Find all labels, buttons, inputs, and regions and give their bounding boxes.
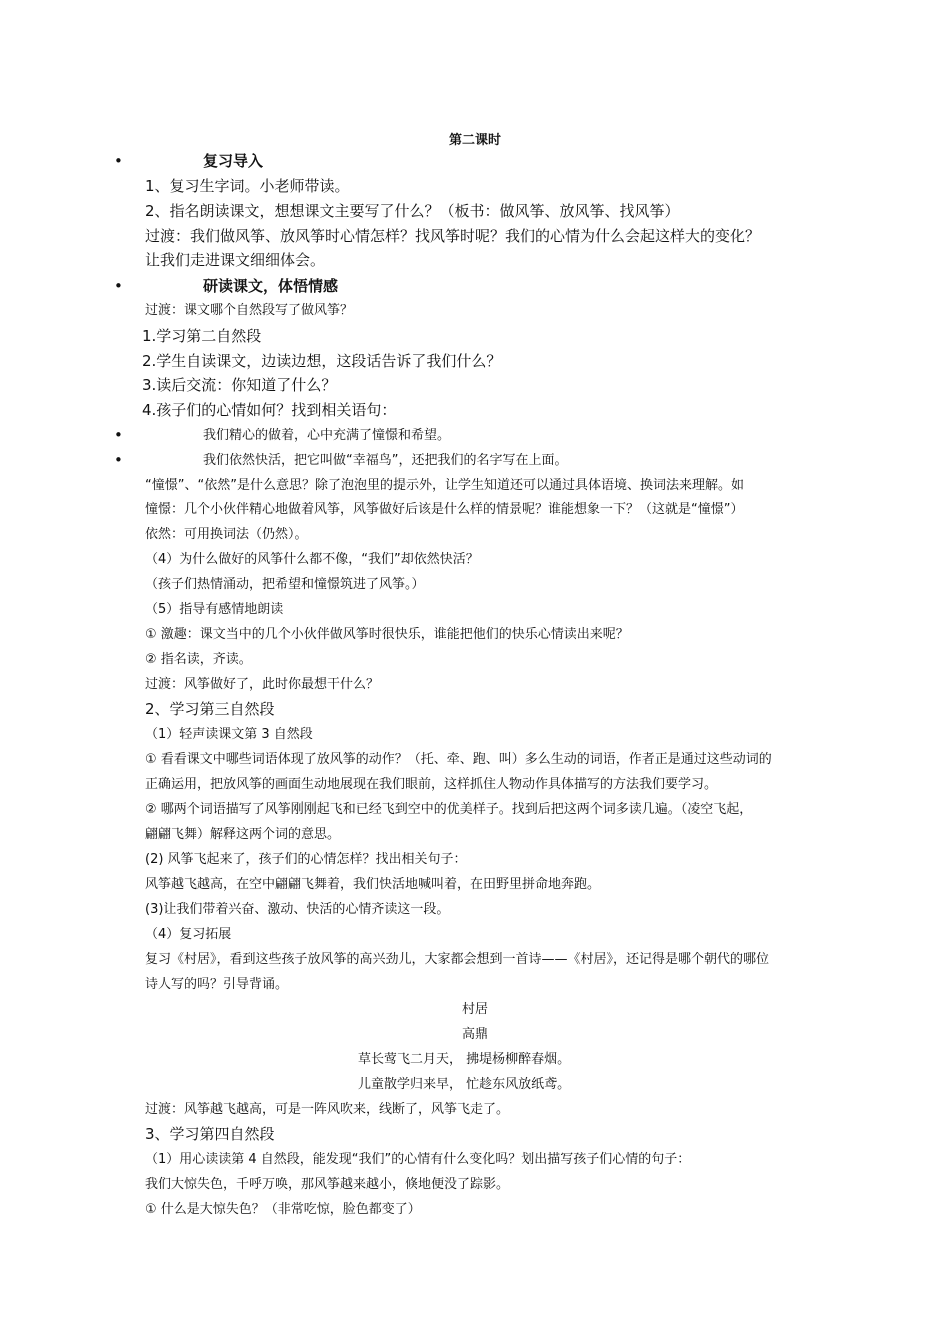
bullet-icon: • — [114, 152, 123, 170]
text-line: （4）为什么做好的风筝什么都不像，“我们”却依然快活？ — [145, 552, 479, 567]
text-line: ① 激趣：课文当中的几个小伙伴做风筝时很快乐，谁能把他们的快乐心情读出来呢？ — [145, 627, 629, 642]
text-line: 我们大惊失色，千呼万唤，那风筝越来越小，倏地便没了踪影。 — [145, 1177, 510, 1192]
text-line: 4.孩子们的心情如何？找到相关语句： — [142, 401, 397, 419]
text-line: (2) 风筝飞起来了，孩子们的心情怎样？找出相关句子： — [145, 852, 467, 867]
text-line: （孩子们热情涌动，把希望和憧憬筑进了风筝。） — [145, 577, 425, 592]
text-line: ① 看看课文中哪些词语体现了放风筝的动作？（托、牵、跑、叫）多么生动的词语，作者正是通过这些动词的 — [145, 752, 772, 767]
quote-line: 我们精心的做着，心中充满了憧憬和希望。 — [203, 428, 451, 443]
text-line: 过渡：我们做风筝、放风筝时心情怎样？找风筝时呢？我们的心情为什么会起这样大的变化？ — [145, 227, 761, 245]
text-line: （1）轻声读课文第 3 自然段 — [145, 727, 313, 742]
text-line: (3)让我们带着兴奋、激动、快活的心情齐读这一段。 — [145, 902, 450, 917]
text-line: ① 什么是大惊失色？（非常吃惊，脸色都变了） — [145, 1202, 421, 1217]
text-line: 翩翩飞舞）解释这两个词的意思。 — [145, 827, 341, 842]
text-line: （5）指导有感情地朗读 — [145, 602, 284, 617]
text-line: 诗人写的吗？引导背诵。 — [145, 977, 289, 992]
page-title: 第二课时 — [448, 133, 501, 148]
text-line: 2、指名朗读课文，想想课文主要写了什么？（板书：做风筝、放风筝、找风筝） — [145, 202, 680, 220]
text-line: 过渡：风筝越飞越高，可是一阵风吹来，线断了，风筝飞走了。 — [145, 1102, 510, 1117]
text-line: 2.学生自读课文，边读边想，这段话告诉了我们什么？ — [142, 352, 502, 370]
text-line: 让我们走进课文细细体会。 — [145, 251, 326, 269]
text-line: 复习《村居》，看到这些孩子放风筝的高兴劲儿，大家都会想到一首诗——《村居》，还记得是哪个朝代的哪位 — [145, 952, 770, 967]
text-line: 3、学习第四自然段 — [145, 1125, 275, 1143]
bullet-icon: • — [114, 451, 123, 469]
text-line: “憧憬”、“依然”是什么意思？除了泡泡里的提示外，让学生知道还可以通过具体语境、换词法来理解。如 — [145, 478, 744, 493]
bullet-icon: • — [114, 277, 123, 295]
text-line: 1、复习生字词。小老师带读。 — [145, 177, 350, 195]
text-line: 憧憬：几个小伙伴精心地做着风筝，风筝做好后该是什么样的情景呢？谁能想象一下？（这就是“憧憬”） — [145, 502, 744, 517]
text-line: 2、学习第三自然段 — [145, 700, 275, 718]
text-line: 过渡：风筝做好了，此时你最想干什么？ — [145, 677, 380, 692]
text-line: 过渡：课文哪个自然段写了做风筝？ — [145, 303, 354, 318]
section-heading-review: 复习导入 — [203, 152, 264, 170]
text-line: 3.读后交流：你知道了什么？ — [142, 376, 337, 394]
poem-line: 草长莺飞二月天， 拂堤杨柳醉春烟。 — [358, 1052, 571, 1067]
bullet-icon: • — [114, 426, 123, 444]
poem-title: 村居 — [461, 1002, 488, 1017]
text-line: 1.学习第二自然段 — [142, 327, 262, 345]
text-line: 正确运用，把放风筝的画面生动地展现在我们眼前，这样抓住人物动作具体描写的方法我们要学习。 — [145, 777, 718, 792]
poem-line: 儿童散学归来早， 忙趁东风放纸鸢。 — [358, 1077, 571, 1092]
section-heading-study: 研读课文，体悟情感 — [203, 277, 339, 295]
poem-author: 高鼎 — [461, 1027, 488, 1042]
text-line: 风筝越飞越高，在空中翩翩飞舞着，我们快活地喊叫着，在田野里拼命地奔跑。 — [145, 877, 601, 892]
quote-line: 我们依然快活，把它叫做“幸福鸟”，还把我们的名字写在上面。 — [203, 453, 568, 468]
text-line: （1）用心读读第 4 自然段，能发现“我们”的心情有什么变化吗？划出描写孩子们心情的句子： — [145, 1152, 691, 1167]
text-line: （4）复习拓展 — [145, 927, 232, 942]
text-line: ② 指名读，齐读。 — [145, 652, 252, 667]
text-line: ② 哪两个词语描写了风筝刚刚起飞和已经飞到空中的优美样子。找到后把这两个词多读几遍。（凌空飞起， — [145, 802, 753, 817]
text-line: 依然：可用换词法（仍然）。 — [145, 527, 308, 542]
